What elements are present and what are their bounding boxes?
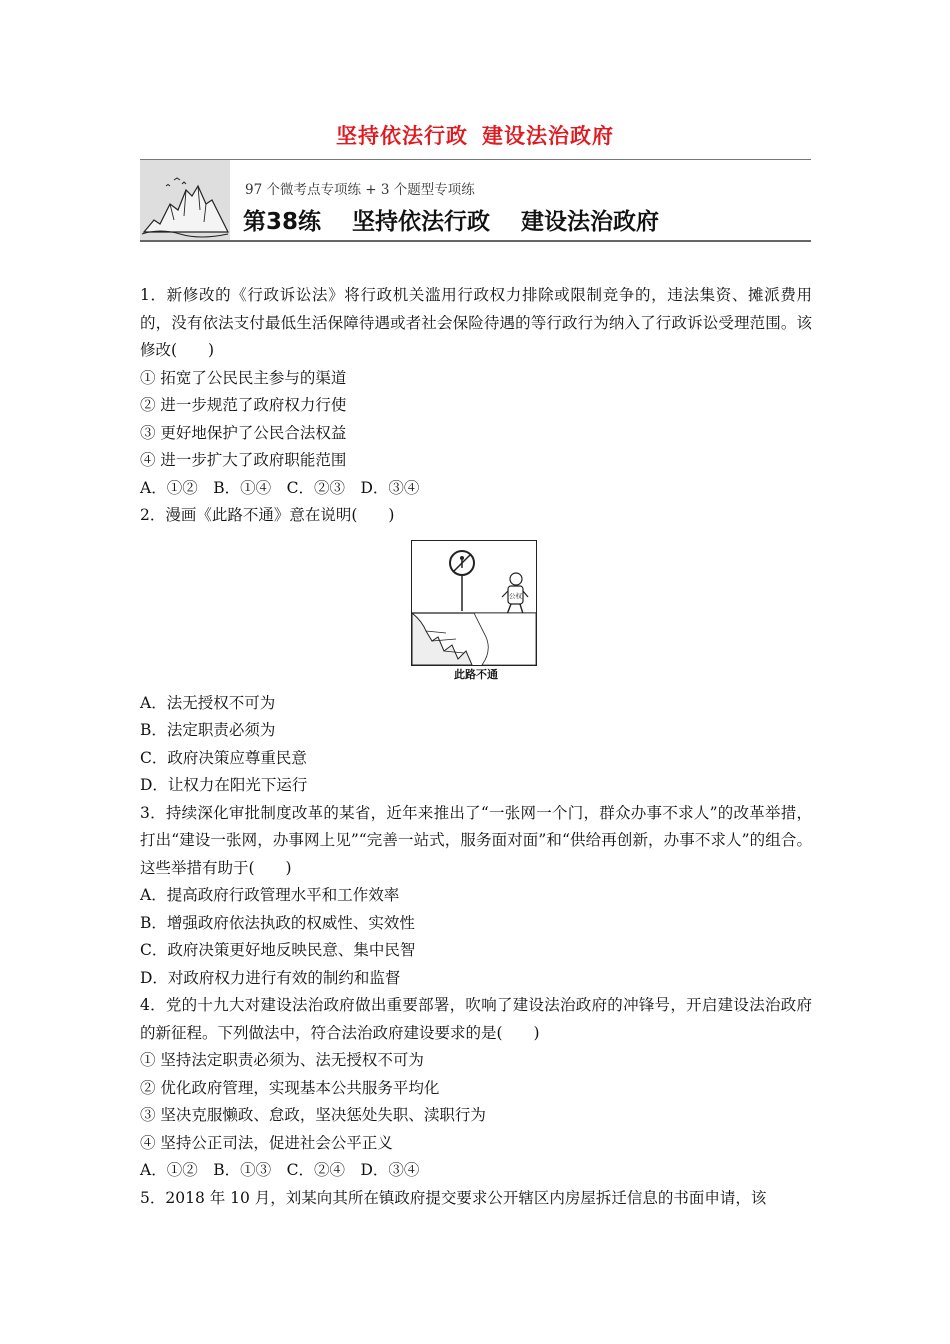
banner-bottom-rule (140, 240, 811, 242)
statement-item: ② 进一步规范了政府权力行使 (140, 396, 347, 414)
statement-item: ② 优化政府管理，实现基本公共服务平均化 (140, 1078, 440, 1097)
cartoon-image (411, 540, 537, 666)
choice-item: B．法定职责必须为 (140, 721, 276, 739)
statement-item: ④ 进一步扩大了政府职能范围 (140, 451, 347, 469)
cartoon-sign-label: 公权 (509, 591, 522, 600)
question-list (140, 282, 812, 1212)
choice-item: C．政府决策更好地反映民意、集中民智 (140, 941, 416, 959)
statement-item: ① 坚持法定职责必须为、法无授权不可为 (140, 1051, 424, 1069)
cartoon-figure (140, 530, 812, 660)
cartoon-caption: 此路不通 (454, 667, 498, 681)
banner-subtitle: 97 个微考点专项练 + 3 个题型专项练 (245, 182, 475, 198)
answer-options: A．①② B．①④ C．②③ D．③④ (140, 478, 420, 497)
question-stem: 2．漫画《此路不通》意在说明( ) (140, 506, 395, 524)
question-stem: 1．新修改的《行政诉讼法》将行政机关滥用行政权力排除或限制竞争的，违法集资、摊派费用的，没有依法支付最低生活保障待遇或者社会保险待遇的等行政行为纳入了行政诉讼受理范围。该修改( ) (140, 286, 812, 359)
banner-top-rule (140, 159, 811, 160)
statement-item: ③ 更好地保护了公民合法权益 (140, 423, 347, 442)
statement-item: ③ 坚决克服懒政、怠政，坚决惩处失职、渎职行为 (140, 1106, 486, 1124)
choice-item: B．增强政府依法执政的权威性、实效性 (140, 913, 415, 932)
choice-item: D．对政府权力进行有效的制约和监督 (140, 968, 401, 987)
question-stem: 5．2018 年 10 月，刘某向其所在镇政府提交要求公开辖区内房屋拆迁信息的书面申请，该 (140, 1188, 767, 1207)
choice-item: D．让权力在阳光下运行 (140, 776, 308, 794)
choice-item: A．法无授权不可为 (140, 693, 276, 712)
question-stem: 4．党的十九大对建设法治政府做出重要部署，吹响了建设法治政府的冲锋号，开启建设法治政府的新征程。下列做法中，符合法治政府建设要求的是( ) (140, 996, 812, 1042)
question-stem: 3．持续深化审批制度改革的某省，近年来推出了“一张网一个门，群众办事不求人”的改革举措，打出“建设一张网，办事网上见”“完善一站式，服务面对面”和“供给再创新，办事不求人”的组合。这些举措有助于( ) (140, 803, 812, 877)
choice-item: A．提高政府行政管理水平和工作效率 (140, 886, 400, 904)
exercise-title: 第38练 坚持依法行政 建设法治政府 (243, 209, 660, 235)
page-title-part2: 建设法治政府 (482, 124, 614, 148)
statement-item: ① 拓宽了公民民主参与的渠道 (140, 368, 347, 387)
statement-item: ④ 坚持公正司法，促进社会公平正义 (140, 1133, 393, 1152)
page-title-part1: 坚持依法行政 (336, 124, 468, 148)
landscape-illustration (140, 160, 230, 240)
page-title (0, 120, 950, 150)
choice-item: C．政府决策应尊重民意 (140, 748, 307, 767)
answer-options: A．①② B．①③ C．②④ D．③④ (140, 1161, 420, 1179)
